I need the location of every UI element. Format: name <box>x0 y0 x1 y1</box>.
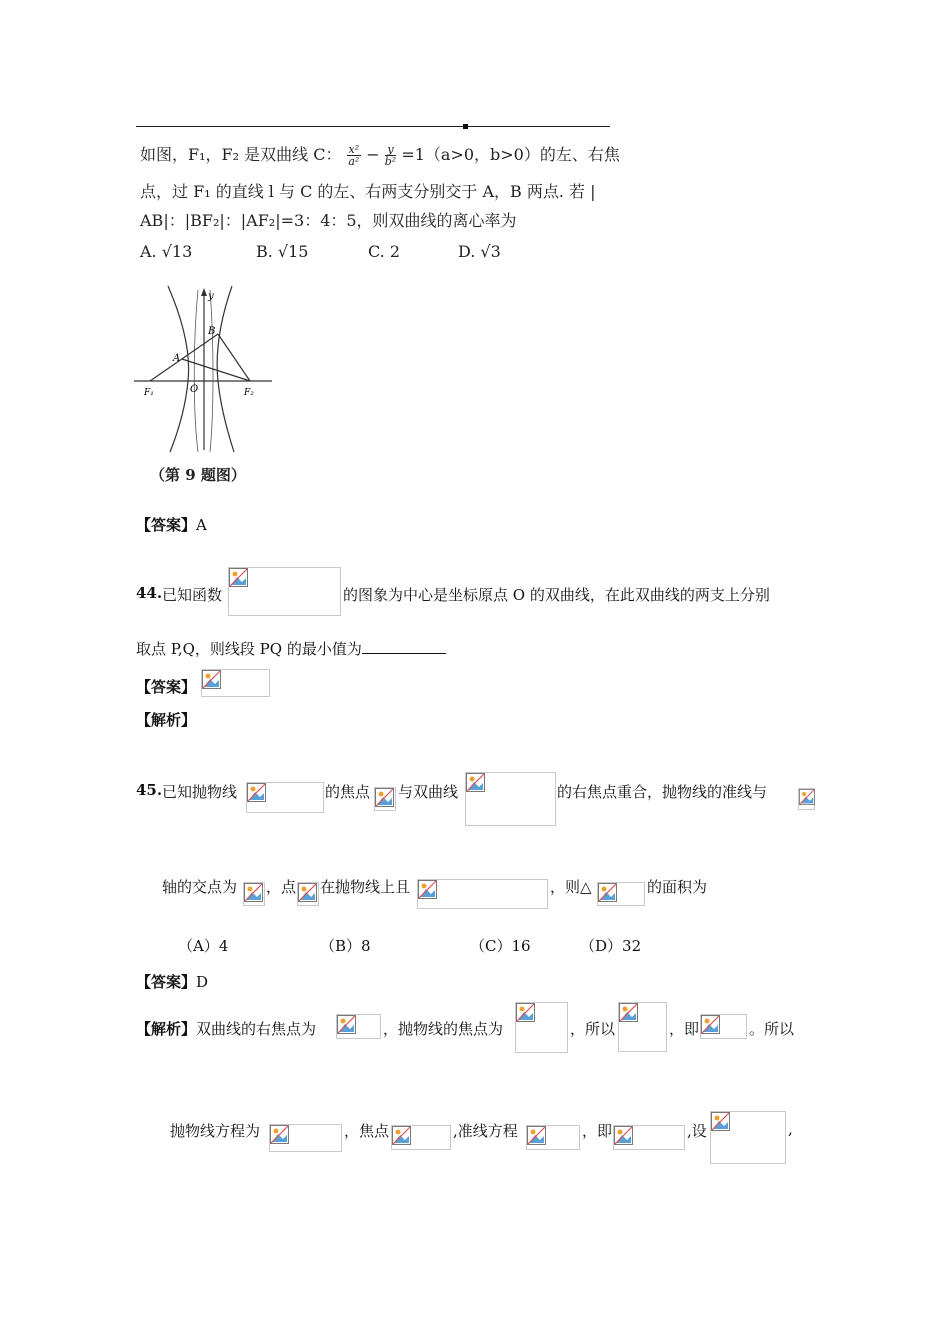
broken-image-icon <box>244 883 263 902</box>
analysis-b4: ，即 <box>582 1122 613 1140</box>
broken-image-icon <box>247 783 266 802</box>
q44-analysis-label: 【解析】 <box>136 711 197 729</box>
q45-option-d: （D）32 <box>580 937 642 955</box>
broken-image-icon <box>619 1003 638 1022</box>
q45-t5: 轴的交点为 <box>162 878 238 896</box>
analysis-b5: ,设 <box>687 1122 707 1140</box>
problem-line-1-end: =1（a>0，b>0）的左、右焦 <box>401 145 620 164</box>
q45-t2: 的焦点 <box>325 783 371 801</box>
minus-sign: − <box>366 145 380 164</box>
problem-line-3: AB|：|BF₂|：|AF₂|=3：4：5，则双曲线的离心率为 <box>140 211 517 230</box>
line-b-f2 <box>218 334 250 381</box>
broken-image-q44-function <box>228 567 341 616</box>
line-f1-b <box>150 334 218 381</box>
broken-image-let <box>710 1111 786 1164</box>
broken-image-icon <box>614 1126 633 1145</box>
broken-image-equation-2 <box>700 1014 747 1039</box>
q45-analysis-line-1 <box>136 1018 316 1039</box>
label-b: B <box>208 326 216 337</box>
analysis-b1: 抛物线方程为 <box>170 1122 261 1140</box>
inner-right-curve <box>210 290 213 452</box>
broken-image-icon <box>466 773 485 792</box>
q45-t3: 与双曲线 <box>398 783 459 801</box>
rule-marker <box>463 124 468 129</box>
option-d: D. √3 <box>458 242 501 261</box>
q44-answer-label: 【答案】 <box>136 678 197 696</box>
q44-number: 44. <box>136 584 163 602</box>
fraction-y: $\frac{y}{\text{b²}}$ <box>384 143 397 168</box>
broken-image-focus <box>374 787 396 811</box>
q45-t7: 在抛物线上且 <box>320 878 411 896</box>
option-b: B. √15 <box>256 242 309 261</box>
answer-label: 【答案】 <box>136 516 197 534</box>
broken-image-icon <box>392 1126 411 1145</box>
label-a: A <box>173 353 181 364</box>
analysis-a1: 双曲线的右焦点为 <box>196 1020 317 1038</box>
analysis-a4: ，即 <box>669 1020 700 1038</box>
broken-image-icon <box>375 788 394 807</box>
broken-image-directrix <box>526 1125 580 1150</box>
answer-blank <box>362 639 446 654</box>
broken-image-icon <box>202 670 221 689</box>
broken-image-icon <box>229 568 248 587</box>
broken-image-parabola-equation <box>269 1124 342 1152</box>
analysis-b3: ,准线方程 <box>453 1122 518 1140</box>
broken-image-condition <box>417 879 548 909</box>
q45-t6: ，点 <box>266 878 297 896</box>
broken-image-icon <box>799 789 815 805</box>
y-axis-arrow <box>201 288 207 296</box>
analysis-a5: 。所以 <box>749 1020 795 1038</box>
q45-option-a: （A）4 <box>178 937 229 955</box>
broken-image-icon <box>701 1015 720 1034</box>
q45-t9: 的面积为 <box>647 878 708 896</box>
broken-image-icon <box>337 1015 356 1034</box>
problem-line-2: 点，过 F₁ 的直线 l 与 C 的左、右两支分别交于 A，B 两点. 若 | <box>140 182 596 201</box>
option-c: C. 2 <box>368 242 401 261</box>
hyperbola-figure <box>130 282 280 457</box>
label-f2: F₂ <box>244 388 254 398</box>
broken-image-equation-1 <box>618 1002 667 1052</box>
q45-t4: 的右焦点重合，抛物线的准线与 <box>557 783 768 801</box>
broken-image-point-k <box>243 882 265 906</box>
broken-image-q44-answer <box>201 669 270 697</box>
q45-t8: ，则△ <box>550 878 592 896</box>
problem-line-1-start: 如图，F₁，F₂ 是双曲线 C： <box>140 145 342 164</box>
broken-image-right-focus <box>336 1014 381 1039</box>
label-o: O <box>190 384 199 395</box>
label-f1: F₁ <box>144 388 154 398</box>
q44-text-1: 已知函数 <box>162 586 223 604</box>
broken-image-icon <box>298 883 317 902</box>
broken-image-icon <box>527 1126 546 1145</box>
answer-row-1 <box>136 514 207 535</box>
q45-number: 45. <box>136 781 163 799</box>
analysis-a2: ，抛物线的焦点为 <box>383 1020 504 1038</box>
line-a-f2 <box>182 359 250 381</box>
broken-image-icon <box>270 1125 289 1144</box>
analysis-b6: , <box>788 1120 793 1138</box>
q44-line-2 <box>136 638 446 659</box>
q45-answer-row <box>136 971 208 992</box>
analysis-label: 【解析】 <box>136 1020 197 1038</box>
broken-image-parabola-focus <box>515 1002 568 1053</box>
analysis-a3: ，所以 <box>570 1020 616 1038</box>
broken-image-icon <box>418 880 437 899</box>
answer-value: A <box>196 516 207 534</box>
right-branch <box>217 286 234 452</box>
q45-t1: 已知抛物线 <box>162 783 238 801</box>
broken-image-directrix-2 <box>613 1125 685 1150</box>
label-y: y <box>208 291 214 302</box>
broken-image-point-a <box>297 882 319 906</box>
broken-image-icon <box>516 1003 535 1022</box>
fraction-x: $\frac{\text{x²}}{\text{a²}}$ <box>348 143 360 168</box>
figure-caption: （第 9 题图） <box>150 466 246 484</box>
q45-option-c: （C）16 <box>470 937 531 955</box>
broken-image-hyperbola <box>465 772 556 826</box>
option-a: A. √13 <box>140 242 193 261</box>
broken-image-icon <box>598 883 617 902</box>
inner-left-curve <box>194 290 198 452</box>
left-branch <box>168 286 189 452</box>
analysis-b2: ，焦点 <box>344 1122 390 1140</box>
answer-label: 【答案】 <box>136 973 197 991</box>
top-rule <box>136 126 610 127</box>
q44-text-2: 的图象为中心是坐标原点 O 的双曲线，在此双曲线的两支上分别 <box>343 586 770 604</box>
q45-option-b: （B）8 <box>320 937 371 955</box>
broken-image-triangle <box>597 882 645 906</box>
problem-line-1 <box>140 142 620 167</box>
broken-image-icon <box>711 1112 730 1131</box>
q44-line-2-text: 取点 P,Q，则线段 PQ 的最小值为 <box>136 640 362 658</box>
broken-image-parabola <box>246 782 324 813</box>
broken-image-axis <box>798 788 815 810</box>
broken-image-focus-point <box>391 1125 451 1150</box>
answer-value: D <box>196 973 209 991</box>
